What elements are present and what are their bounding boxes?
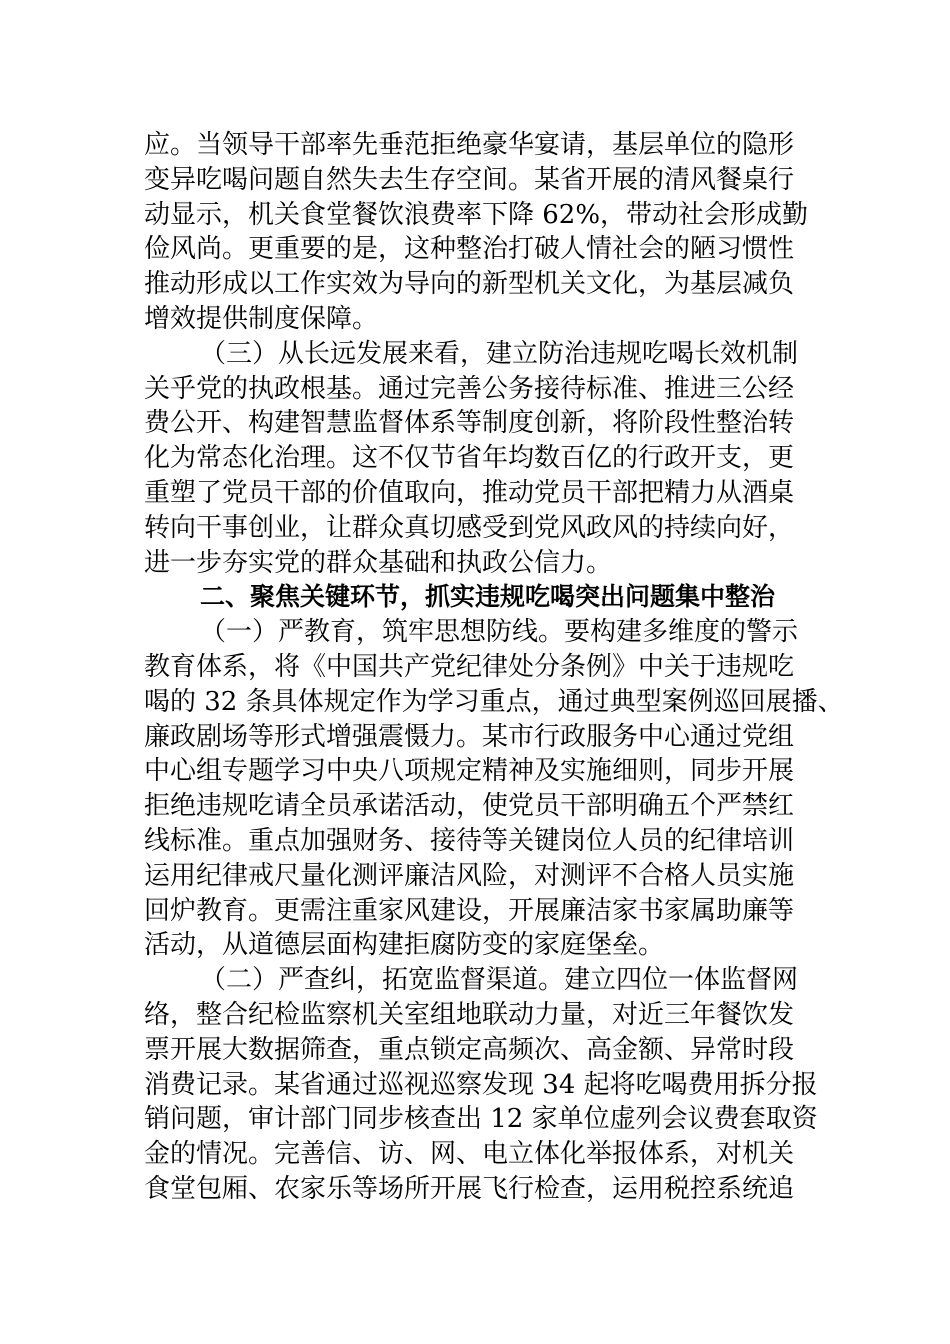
text-line: 消费记录。某省通过巡视巡察发现 34 起将吃喝费用拆分报 — [144, 1069, 818, 1100]
text-line: 运用纪律戒尺量化测评廉洁风险，对测评不合格人员实施 — [144, 860, 795, 891]
text-line: 费公开、构建智慧监督体系等制度创新，将阶段性整治转 — [144, 408, 795, 439]
text-line: 拒绝违规吃请全员承诺活动，使党员干部明确五个严禁红 — [144, 791, 795, 822]
text-line: 化为常态化治理。这不仅节省年均数百亿的行政开支，更 — [144, 443, 795, 474]
text-line: 转向干事创业，让群众真切感受到党风政风的持续向好， — [144, 512, 795, 543]
text-line: 金的情况。完善信、访、网、电立体化举报体系，对机关 — [144, 1139, 795, 1170]
text-line: 食堂包厢、农家乐等场所开展飞行检查，运用税控系统追 — [144, 1173, 795, 1204]
paragraph-start-line: （一）严教育，筑牢思想防线。要构建多维度的警示 — [200, 617, 799, 648]
text-line: 重塑了党员干部的价值取向，推动党员干部把精力从酒桌 — [144, 477, 795, 508]
text-line: 喝的 32 条具体规定作为学习重点，通过典型案例巡回展播、 — [144, 686, 844, 717]
text-line: 中心组专题学习中央八项规定精神及实施细则，同步开展 — [144, 756, 795, 787]
text-line: 俭风尚。更重要的是，这种整治打破人情社会的陋习惯性 — [144, 234, 795, 265]
text-line: 络，整合纪检监察机关室组地联动力量，对近三年餐饮发 — [144, 999, 795, 1030]
text-line: 应。当领导干部率先垂范拒绝豪华宴请，基层单位的隐形 — [144, 130, 795, 160]
paragraph-start-line: （二）严查纠，拓宽监督渠道。建立四位一体监督网 — [200, 965, 799, 996]
text-line: 廉政剧场等形式增强震慑力。某市行政服务中心通过党组 — [144, 721, 795, 752]
document-body — [144, 128, 844, 1207]
text-line: 推动形成以工作实效为导向的新型机关文化，为基层减负 — [144, 269, 795, 300]
text-line: 票开展大数据筛查，重点锁定高频次、高金额、异常时段 — [144, 1034, 795, 1065]
text-line: 线标准。重点加强财务、接待等关键岗位人员的纪律培训 — [144, 825, 795, 856]
text-line: 关乎党的执政根基。通过完善公务接待标准、推进三公经 — [144, 373, 795, 404]
text-line: 活动，从道德层面构建拒腐防变的家庭堡垒。 — [144, 930, 665, 961]
text-line: 增效提供制度保障。 — [144, 303, 379, 334]
section-heading: 二、聚焦关键环节，抓实违规吃喝突出问题集中整治 — [200, 582, 776, 612]
text-line: 回炉教育。更需注重家风建设，开展廉洁家书家属助廉等 — [144, 895, 795, 926]
paragraph-start-line: （三）从长远发展来看，建立防治违规吃喝长效机制 — [200, 338, 799, 369]
text-line: 教育体系，将《中国共产党纪律处分条例》中关于违规吃 — [144, 651, 795, 682]
text-line: 变异吃喝问题自然失去生存空间。某省开展的清风餐桌行 — [144, 164, 795, 195]
text-line: 进一步夯实党的群众基础和执政公信力。 — [144, 547, 613, 578]
text-line: 动显示，机关食堂餐饮浪费率下降 62%，带动社会形成勤 — [144, 199, 809, 230]
text-line: 销问题，审计部门同步核查出 12 家单位虚列会议费套取资 — [144, 1104, 818, 1135]
